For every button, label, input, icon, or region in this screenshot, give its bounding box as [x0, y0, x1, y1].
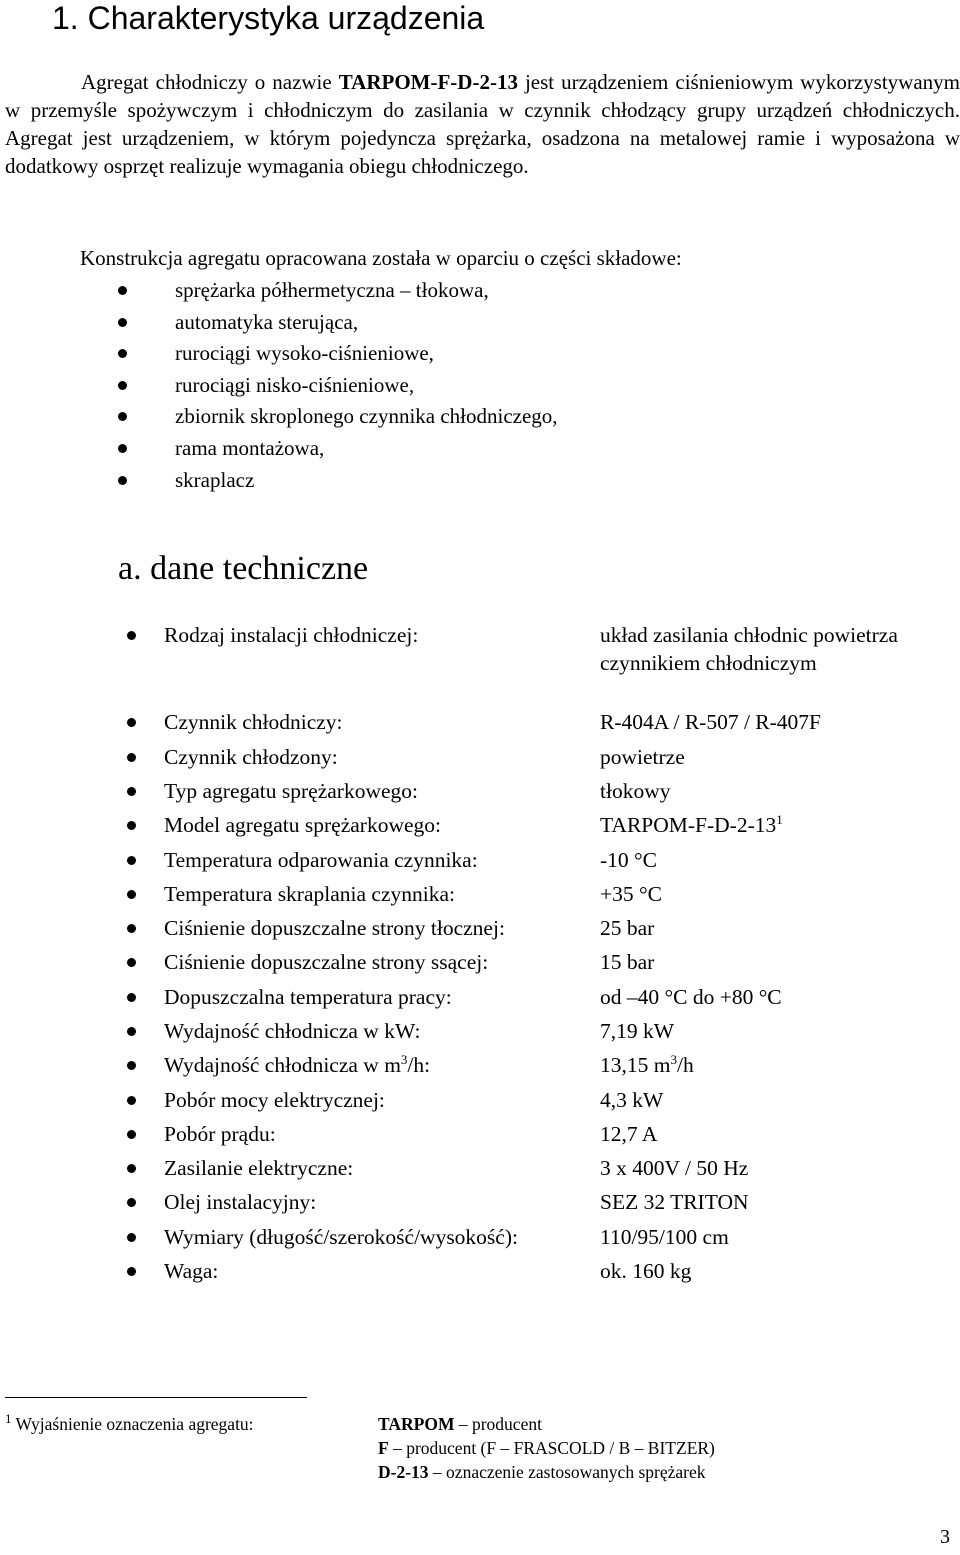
spec-label: Ciśnienie dopuszczalne strony tłocznej: [164, 916, 505, 940]
spec-row [0, 880, 960, 908]
spec-value: 3 x 400V / 50 Hz [600, 1156, 749, 1180]
spec-label [164, 1051, 430, 1079]
spec-value: tłokowy [600, 779, 671, 803]
spec-row [0, 846, 960, 874]
component-item [0, 338, 900, 370]
bullet-icon [127, 718, 136, 727]
spec-label: Wymiary (długość/szerokość/wysokość): [164, 1225, 518, 1249]
footnote-term: TARPOM [378, 1414, 455, 1434]
footnote-desc: – oznaczenie zastosowanych sprężarek [428, 1462, 706, 1482]
bullet-icon [127, 1096, 136, 1105]
spec-value: 4,3 kW [600, 1088, 664, 1112]
component-item [0, 465, 900, 497]
components-lead: Konstrukcja agregatu opracowana została w oparciu o części składowe: [80, 246, 682, 270]
bullet-icon [127, 1130, 136, 1139]
component-item [0, 370, 900, 402]
section-heading: 1. Charakterystyka urządzenia [52, 0, 485, 36]
spec-row [0, 743, 960, 771]
spec-label: Model agregatu sprężarkowego: [164, 813, 442, 837]
spec-label: Pobór mocy elektrycznej: [164, 1088, 385, 1112]
spec-value [600, 811, 783, 839]
bullet-icon [127, 993, 136, 1002]
bullet-icon [127, 1027, 136, 1036]
unit-exponent: 3 [400, 1051, 408, 1067]
footnote-label-text: Wyjaśnienie oznaczenia agregatu: [11, 1414, 254, 1434]
spec-row [0, 1188, 960, 1216]
bullet-icon [127, 1198, 136, 1207]
spec-value: SEZ 32 TRITON [600, 1190, 749, 1214]
spec-value: R-404A / R-507 / R-407F [600, 710, 821, 734]
spec-label: Czynnik chłodzony: [164, 745, 338, 769]
component-label: zbiornik skroplonego czynnika chłodniczego, [175, 404, 558, 429]
spec-label: Dopuszczalna temperatura pracy: [164, 985, 452, 1009]
footnote-term: D-2-13 [378, 1462, 429, 1482]
bullet-icon [127, 1233, 136, 1242]
spec-value: 110/95/100 cm [600, 1225, 729, 1249]
bullet-icon [118, 476, 127, 485]
component-label: skraplacz [175, 467, 255, 492]
spec-label: Zasilanie elektryczne: [164, 1156, 354, 1180]
spec-label: Olej instalacyjny: [164, 1190, 317, 1214]
footnote-line [378, 1412, 542, 1436]
bullet-icon [118, 381, 127, 390]
bullet-icon [127, 1164, 136, 1173]
footnote-line [378, 1436, 715, 1460]
spec-row [0, 1257, 960, 1285]
bullet-icon [127, 631, 136, 640]
intro-text-end: jest urządzeniem ciśnieniowym wykorzystywanym w przemyśle spożywczym i chłodniczym do zasilania w czynnik chłodzący grupy urządzeń chłodniczych. Agregat jest urządzeniem, w którym pojedyncza sprężarka, osadzona na metalowej ramie i wyposażona w dodatkowy osprzęt realizuje wymagania obiegu chłodniczego. [5, 70, 960, 178]
spec-row [0, 1017, 960, 1045]
spec-label: Wydajność chłodnicza w kW: [164, 1019, 421, 1043]
intro-text-start: Agregat chłodniczy o nazwie [81, 70, 339, 94]
bullet-icon [127, 890, 136, 899]
footnote-term: F [378, 1438, 389, 1458]
spec-value: 7,19 kW [600, 1019, 675, 1043]
spec-row [0, 1223, 960, 1251]
footnote-ref: 1 [776, 811, 783, 827]
unit-exponent: 3 [670, 1051, 677, 1067]
bullet-icon [127, 821, 136, 830]
spec-label: Czynnik chłodniczy: [164, 710, 343, 734]
component-item [0, 401, 900, 433]
spec-row [0, 914, 960, 942]
spec-row [0, 621, 960, 705]
bullet-icon [118, 412, 127, 421]
spec-label: Rodzaj instalacji chłodniczej: [164, 623, 419, 647]
bullet-icon [118, 444, 127, 453]
bullet-icon [118, 349, 127, 358]
spec-row [0, 1154, 960, 1182]
bullet-icon [118, 318, 127, 327]
spec-value: 12,7 A [600, 1122, 658, 1146]
technical-data-heading: a. dane techniczne [118, 550, 369, 587]
footnote-desc: – producent (F – FRASCOLD / B – BITZER) [388, 1438, 715, 1458]
spec-value [600, 1051, 694, 1079]
bullet-icon [127, 1061, 136, 1070]
footnote-line [378, 1460, 706, 1484]
bullet-icon [127, 958, 136, 967]
page-number: 3 [940, 1526, 950, 1548]
component-item [0, 275, 900, 307]
spec-value: układ zasilania chłodnic powietrza czynnikiem chłodniczym [600, 623, 898, 675]
bullet-icon [127, 753, 136, 762]
footnote-mark: 1 [5, 1411, 12, 1427]
component-label: sprężarka półhermetyczna – tłokowa, [175, 278, 489, 302]
bullet-icon [127, 1267, 136, 1276]
spec-value: +35 °C [600, 882, 662, 906]
footnote-desc: – producent [454, 1414, 542, 1434]
spec-row [0, 1086, 960, 1114]
spec-value: 15 bar [600, 950, 655, 974]
spec-label: Temperatura skraplania czynnika: [164, 882, 455, 906]
footnote-label [5, 1412, 254, 1436]
component-label: automatyka sterująca, [175, 309, 359, 334]
component-item [0, 307, 900, 339]
capacity-value: 13,15 m [600, 1053, 671, 1077]
bullet-icon [127, 856, 136, 865]
spec-row [0, 1120, 960, 1148]
spec-label: Ciśnienie dopuszczalne strony ssącej: [164, 950, 489, 974]
spec-value: ok. 160 kg [600, 1259, 692, 1283]
device-name: TARPOM-F-D-2-13 [338, 70, 518, 94]
footnote-separator [5, 1397, 307, 1398]
component-label: rama montażowa, [175, 435, 325, 460]
spec-row [0, 1051, 960, 1079]
spec-value: od –40 °C do +80 °C [600, 985, 782, 1009]
bullet-icon [127, 924, 136, 933]
spec-label: Typ agregatu sprężarkowego: [164, 779, 419, 803]
spec-value: -10 °C [600, 848, 657, 872]
spec-row [0, 777, 960, 805]
spec-row [0, 811, 960, 839]
component-label: rurociągi wysoko-ciśnieniowe, [175, 341, 434, 366]
spec-row [0, 983, 960, 1011]
intro-paragraph [5, 68, 960, 180]
bullet-icon [127, 787, 136, 796]
spec-label: Temperatura odparowania czynnika: [164, 848, 478, 872]
component-item [0, 433, 900, 465]
model-value: TARPOM-F-D-2-13 [600, 813, 777, 837]
spec-value: 25 bar [600, 916, 655, 940]
capacity-label-unit: /h: [407, 1053, 431, 1077]
spec-label: Pobór prądu: [164, 1122, 276, 1146]
components-list [0, 275, 900, 496]
capacity-value-unit: /h [676, 1053, 694, 1077]
spec-row [0, 948, 960, 976]
spec-row [0, 708, 960, 736]
spec-value: powietrze [600, 745, 685, 769]
spec-label: Waga: [164, 1259, 219, 1283]
component-label: rurociągi nisko-ciśnieniowe, [175, 372, 415, 397]
bullet-icon [118, 286, 127, 295]
capacity-label-text: Wydajność chłodnicza w m [164, 1053, 401, 1077]
